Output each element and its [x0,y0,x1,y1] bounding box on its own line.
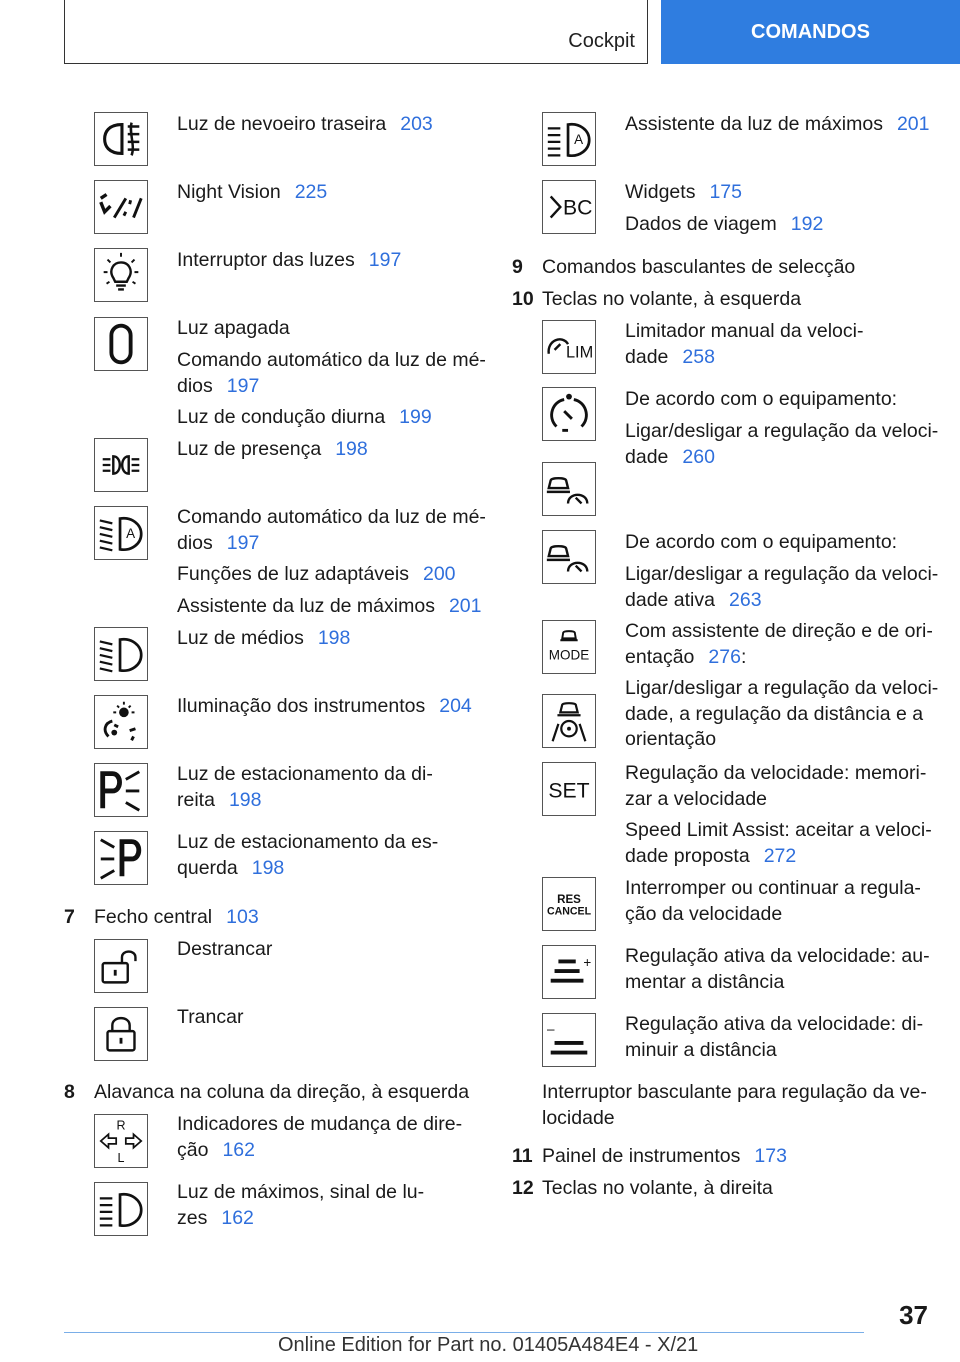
page-ref-link[interactable]: 260 [682,445,715,468]
page-ref-link[interactable]: 173 [754,1145,787,1167]
high-beam-entry: Luz de máximos, sinal de lu- zes 162 [177,1181,425,1229]
parking-light-right-entry: Luz de estacionamento da di- reita 198 [177,763,433,811]
light-off-icon [94,317,148,371]
distance-decrease-entry: Regulação ativa da velocidade: di- minuir a distância [625,1013,924,1061]
bc-label: BC [562,196,593,220]
res-cancel-entry: Interromper ou continuar a regula- ção da velocidade [625,877,921,925]
cruise-toggle-entry: Ligar/desligar a regulação da veloci- dade 260 [625,420,939,468]
parking-light-right-icon [94,763,148,817]
set-label: SET [548,779,590,803]
steering-assist-toggle-entry: Ligar/desligar a regulação da veloci- dade, a regulação da distância e a orientação [625,677,939,750]
night-vision-entry: Night Vision 225 [177,181,328,203]
right-letter: R [116,1118,126,1133]
page-ref-link[interactable]: 175 [709,181,742,203]
minus-label: – [546,1021,555,1037]
page-ref-link[interactable]: 103 [226,906,259,928]
page-ref-link[interactable]: 197 [226,374,260,397]
adaptive-light-entry: Funções de luz adaptáveis 200 [177,563,456,585]
auto-letter: A [126,525,136,541]
page-ref-link[interactable]: 200 [422,563,456,585]
set-speed-entry: Regulação da velocidade: memori- zar a velocidade [625,762,927,810]
night-vision-icon [94,180,148,234]
item-number-9: 9 [512,256,523,278]
equipment-note-1: De acordo com o equipamento: [625,388,898,410]
auto-low-beam-icon [94,506,148,560]
distance-decrease-icon [542,1013,596,1067]
header-section: Cockpit [568,30,635,52]
page-ref-link[interactable]: 198 [335,438,368,460]
page-ref-link[interactable]: 204 [439,695,472,717]
rocker-speed-entry: Interruptor basculante para regulação da ve- locidade [542,1081,927,1129]
instrument-lighting-icon [94,695,148,749]
light-switch-entry: Interruptor das luzes 197 [177,249,402,271]
high-beam-assist-entry-right: Assistente da luz de máximos 201 [625,113,930,135]
page-ref-link[interactable]: 198 [317,627,351,649]
page-ref-link[interactable]: 198 [251,856,285,879]
res-label: RES [557,894,581,907]
parking-lights-icon [94,438,148,492]
page-ref-link[interactable]: 192 [790,213,824,235]
page-ref-link[interactable]: 201 [896,113,930,135]
lim-label: LIM [565,343,594,362]
distance-increase-entry: Regulação ativa da velocidade: au- mentar a distância [625,945,930,993]
rear-fog-light-icon [94,112,148,166]
page-ref-link[interactable]: 162 [222,1138,255,1161]
page-ref-link[interactable]: 198 [228,788,262,811]
active-cruise-control-icon-2 [542,530,596,584]
light-switch-icon [94,248,148,302]
res-cancel-icon [542,877,596,931]
item-number-11: 11 [512,1145,533,1167]
daytime-running-entry: Luz de condução diurna 199 [177,406,432,428]
active-cruise-control-icon [542,462,596,516]
light-off-entry: Luz apagada [177,317,290,339]
page-ref-link[interactable]: 225 [294,181,328,203]
auto-letter: A [574,131,584,147]
low-beam-icon [94,627,148,681]
page-ref-link[interactable]: 197 [226,531,260,554]
instrument-cluster-entry: Painel de instrumentos 173 [542,1145,787,1167]
page-ref-link[interactable]: 272 [763,844,797,867]
rear-fog-light-entry: Luz de nevoeiro traseira 203 [177,113,433,135]
page-ref-link[interactable]: 197 [368,249,402,271]
high-beam-assist-entry: Assistente da luz de máximos 201 [177,595,482,617]
speed-limiter-icon [542,320,596,374]
right-wheel-buttons-entry: Teclas no volante, à direita [542,1177,773,1199]
speed-limiter-entry: Limitador manual da veloci- dade 258 [625,320,864,368]
item-number-10: 10 [512,288,534,310]
page-number: 37 [899,1300,928,1330]
page-ref-link[interactable]: 201 [448,595,482,617]
speed-limit-assist-entry: Speed Limit Assist: aceitar a veloci- dade proposta 272 [625,819,932,867]
parking-light-left-icon [94,831,148,885]
steering-assist-icon [542,694,596,748]
low-beam-entry: Luz de médios 198 [177,627,351,649]
page-ref-link[interactable]: 276 [708,645,741,668]
left-letter: L [117,1151,125,1166]
distance-increase-icon [542,945,596,999]
page-ref-link[interactable]: 203 [400,113,433,135]
item-number-8: 8 [64,1081,75,1103]
header-frame [64,0,648,64]
cancel-label: CANCEL [546,905,592,918]
trip-data-entry: Dados de viagem 192 [625,213,824,235]
page-ref-link[interactable]: 162 [221,1206,254,1229]
turn-indicator-icon [94,1114,148,1168]
mode-button-icon [542,620,596,674]
plus-label: + [583,955,592,971]
item-number-12: 12 [512,1177,534,1199]
footer-edition: Online Edition for Part no. 01405A484E4 - X/21 [278,1334,699,1356]
page-ref-link[interactable]: 199 [399,406,432,428]
instrument-lighting-entry: Iluminação dos instrumentos 204 [177,695,472,717]
cruise-control-icon [542,387,596,441]
unlock-label: Destrancar [177,938,273,960]
set-button-icon [542,762,596,816]
high-beam-assist-icon [542,112,596,166]
footer-divider [64,1332,864,1333]
left-stalk-entry: Alavanca na coluna da direção, à esquerda [94,1081,470,1103]
turn-indicator-entry: Indicadores de mudança de dire- ção 162 [177,1113,463,1161]
header-chapter-tab[interactable]: COMANDOS [661,0,960,64]
lock-label: Trancar [177,1006,244,1028]
mode-label: MODE [548,647,590,663]
widgets-entry: Widgets 175 [625,181,742,203]
auto-low-beam-entry: Comando automático da luz de mé- dios 197 [177,349,486,397]
bc-button-icon [542,180,596,234]
equipment-note-2: De acordo com o equipamento: [625,531,898,553]
parking-lights-entry: Luz de presença 198 [177,438,368,460]
steering-assist-note: Com assistente de direção e de ori- entação 276: [625,620,933,668]
central-locking-entry: Fecho central 103 [94,906,259,928]
active-cruise-toggle-entry: Ligar/desligar a regulação da veloci- dade ativa 263 [625,563,939,611]
rocker-switches-entry: Comandos basculantes de selecção [542,256,856,278]
unlock-icon [94,939,148,993]
page-ref-link[interactable]: 258 [682,345,715,368]
auto-low-beam-entry-2: Comando automático da luz de mé- dios 197 [177,506,486,554]
left-wheel-buttons-entry: Teclas no volante, à esquerda [542,288,802,310]
page-ref-link[interactable]: 263 [729,588,762,611]
high-beam-icon [94,1182,148,1236]
parking-light-left-entry: Luz de estacionamento da es- querda 198 [177,831,439,879]
lock-icon [94,1007,148,1061]
item-number-7: 7 [64,906,75,928]
